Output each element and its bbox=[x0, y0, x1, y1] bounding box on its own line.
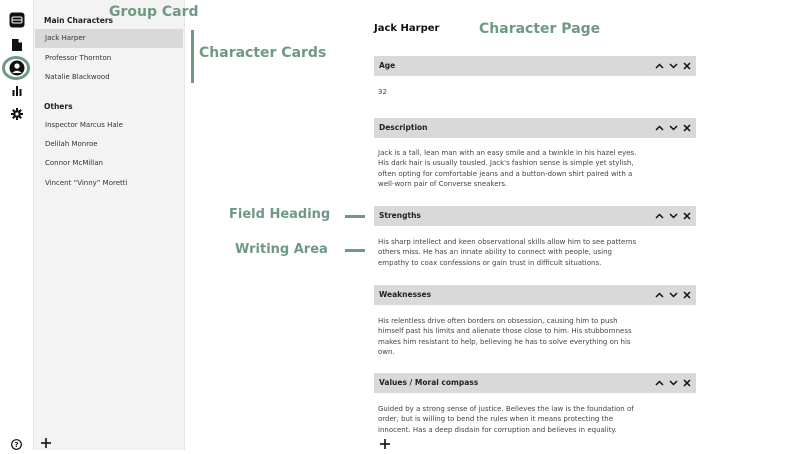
writing-line: innocent. Has a deep disdain for corruption and believes in equality. bbox=[378, 425, 617, 434]
chevron-up-icon bbox=[655, 213, 664, 219]
delete-field-button[interactable] bbox=[682, 121, 692, 135]
writing-line: order, but is willing to bend the rules when it means protecting the bbox=[378, 415, 614, 424]
writing-line: 32 bbox=[378, 88, 387, 96]
chevron-down-icon bbox=[669, 380, 678, 386]
character-name-title: Jack Harper bbox=[374, 23, 440, 34]
chevron-down-icon bbox=[669, 213, 678, 219]
writing-area[interactable] bbox=[378, 316, 678, 357]
writing-line: often opting for comfortable jeans and a button-down shirt paired with a bbox=[378, 169, 633, 178]
field-heading[interactable] bbox=[374, 285, 696, 305]
person-icon[interactable] bbox=[0, 58, 33, 78]
field-heading[interactable] bbox=[374, 118, 696, 138]
writing-line: Guided by a strong sense of justice. Believes the law is the foundation of bbox=[378, 405, 634, 413]
plus-icon bbox=[41, 438, 51, 448]
writing-line: empathy to coax confessions or gain trust in difficult situations. bbox=[378, 258, 602, 267]
annotation-group-card: Group Card bbox=[109, 4, 199, 20]
chevron-up-icon bbox=[655, 380, 664, 386]
field-heading-label: Weaknesses bbox=[379, 290, 432, 299]
chevron-down-icon bbox=[669, 125, 678, 131]
move-up-button[interactable] bbox=[654, 59, 664, 73]
move-down-button[interactable] bbox=[668, 209, 678, 223]
character-card[interactable]: Connor McMillan bbox=[45, 159, 103, 167]
bar-chart-icon[interactable] bbox=[0, 81, 33, 101]
field-heading-label: Values / Moral compass bbox=[379, 378, 479, 387]
move-down-button[interactable] bbox=[668, 59, 678, 73]
writing-line: own. bbox=[378, 347, 395, 356]
writing-line: Jack is a tall, lean man with an easy smile and a twinkle in his hazel eyes. bbox=[378, 149, 637, 157]
writing-line: His relentless drive often borders on obsession, causing him to push bbox=[378, 317, 618, 325]
writing-area[interactable] bbox=[378, 404, 678, 435]
chevron-down-icon bbox=[669, 292, 678, 298]
character-sidebar bbox=[33, 0, 185, 450]
chevron-down-icon bbox=[669, 63, 678, 69]
close-icon bbox=[683, 62, 691, 70]
field-heading[interactable] bbox=[374, 56, 696, 76]
close-icon bbox=[683, 379, 691, 387]
chevron-up-icon bbox=[655, 63, 664, 69]
add-field-button[interactable] bbox=[378, 437, 391, 450]
delete-field-button[interactable] bbox=[682, 376, 692, 390]
writing-area[interactable] bbox=[378, 148, 678, 189]
book-icon[interactable] bbox=[0, 10, 33, 30]
icon-rail bbox=[0, 0, 33, 450]
writing-area[interactable] bbox=[378, 237, 678, 268]
writing-line: others miss. He has an innate ability to connect with people, using bbox=[378, 248, 612, 257]
annotation-character-page: Character Page bbox=[479, 21, 601, 37]
move-up-button[interactable] bbox=[654, 288, 664, 302]
move-up-button[interactable] bbox=[654, 121, 664, 135]
delete-field-button[interactable] bbox=[682, 209, 692, 223]
annotation-character-cards: Character Cards bbox=[199, 45, 327, 61]
svg-text:?: ? bbox=[14, 440, 19, 449]
move-down-button[interactable] bbox=[668, 376, 678, 390]
close-icon bbox=[683, 212, 691, 220]
move-up-button[interactable] bbox=[654, 209, 664, 223]
character-card[interactable]: Jack Harper bbox=[35, 29, 183, 48]
chevron-up-icon bbox=[655, 292, 664, 298]
writing-line: himself past his limits and alienate those close to him. His stubbornness bbox=[378, 327, 632, 336]
writing-line: His dark hair is usually tousled. Jack's fashion sense is simple yet stylish, bbox=[378, 159, 634, 168]
field-heading[interactable] bbox=[374, 373, 696, 393]
character-card[interactable]: Professor Thornton bbox=[45, 54, 112, 62]
delete-field-button[interactable] bbox=[682, 59, 692, 73]
field-heading-label: Description bbox=[379, 123, 428, 132]
group-card-title[interactable]: Others bbox=[44, 102, 73, 111]
character-card[interactable]: Delilah Monroe bbox=[45, 140, 98, 148]
move-up-button[interactable] bbox=[654, 376, 664, 390]
group-card-title[interactable]: Main Characters bbox=[44, 16, 113, 25]
writing-line: well-worn pair of Converse sneakers. bbox=[378, 179, 508, 188]
annotation-field-heading: Field Heading bbox=[229, 207, 331, 222]
delete-field-button[interactable] bbox=[682, 288, 692, 302]
close-icon bbox=[683, 291, 691, 299]
move-down-button[interactable] bbox=[668, 121, 678, 135]
add-character-button[interactable] bbox=[39, 436, 53, 450]
document-icon[interactable] bbox=[0, 35, 33, 55]
annotation-pointer bbox=[345, 215, 365, 218]
field-heading[interactable] bbox=[374, 206, 696, 226]
character-card[interactable]: Vincent “Vinny” Moretti bbox=[45, 179, 128, 187]
chevron-up-icon bbox=[655, 125, 664, 131]
character-card[interactable]: Natalie Blackwood bbox=[45, 73, 110, 81]
writing-area[interactable] bbox=[378, 87, 678, 97]
annotation-pointer bbox=[345, 249, 365, 252]
character-card[interactable]: Inspector Marcus Hale bbox=[45, 121, 123, 129]
writing-line: His sharp intellect and keen observational skills allow him to see patterns bbox=[378, 238, 637, 246]
writing-line: makes him resistant to help, believing he has to solve everything on his bbox=[378, 337, 631, 346]
move-down-button[interactable] bbox=[668, 288, 678, 302]
plus-icon bbox=[380, 439, 390, 449]
help-icon[interactable] bbox=[0, 434, 33, 454]
field-heading-label: Strengths bbox=[379, 211, 421, 220]
annotation-writing-area: Writing Area bbox=[235, 242, 328, 257]
annotation-bracket bbox=[191, 30, 194, 83]
gear-icon[interactable] bbox=[0, 104, 33, 124]
close-icon bbox=[683, 124, 691, 132]
field-heading-label: Age bbox=[379, 61, 396, 70]
